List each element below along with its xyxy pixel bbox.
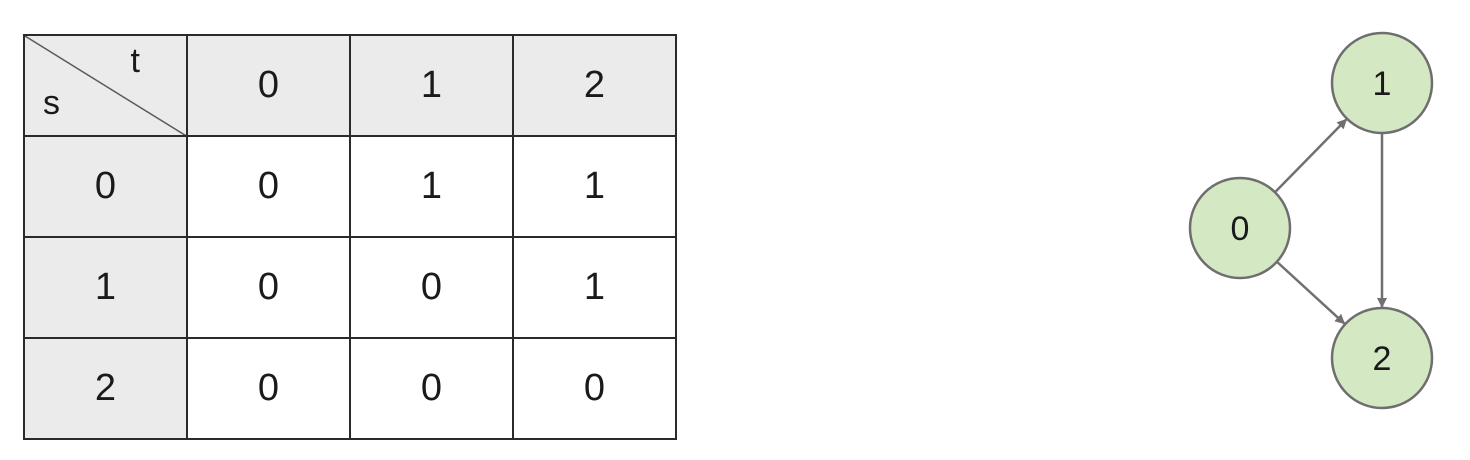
graph-node-1 <box>1332 33 1432 133</box>
matrix-cell: 1 <box>350 136 513 237</box>
column-header: 2 <box>513 35 676 136</box>
row-header: 1 <box>24 237 187 338</box>
row-header: 0 <box>24 136 187 237</box>
node-label: 1 <box>1372 65 1392 103</box>
edge-0-to-2 <box>1277 262 1345 324</box>
matrix-cell: 0 <box>513 338 676 439</box>
matrix-cell: 0 <box>350 338 513 439</box>
matrix-cell: 0 <box>187 136 350 237</box>
edges-layer <box>1275 119 1382 323</box>
matrix-cell: 1 <box>513 237 676 338</box>
matrix-header-row <box>24 35 676 136</box>
matrix-cell: 1 <box>513 136 676 237</box>
row-axis-label: s <box>43 84 60 122</box>
graph-node-2 <box>1332 308 1432 408</box>
matrix-cell: 0 <box>187 237 350 338</box>
node-label: 2 <box>1372 340 1392 378</box>
matrix-corner-cell <box>24 35 187 136</box>
column-header: 1 <box>350 35 513 136</box>
row-header: 2 <box>24 338 187 439</box>
nodes-layer <box>1190 33 1432 408</box>
matrix-cell: 0 <box>187 338 350 439</box>
graph-node-0 <box>1190 178 1290 278</box>
directed-graph <box>1170 20 1460 420</box>
matrix-cell: 0 <box>350 237 513 338</box>
matrix-row <box>24 237 676 338</box>
node-label: 0 <box>1230 210 1250 248</box>
reachability-matrix <box>23 34 677 440</box>
column-header: 0 <box>187 35 350 136</box>
edge-0-to-1 <box>1275 119 1346 192</box>
column-axis-label: t <box>130 42 140 80</box>
matrix-row <box>24 136 676 237</box>
matrix-row <box>24 338 676 439</box>
